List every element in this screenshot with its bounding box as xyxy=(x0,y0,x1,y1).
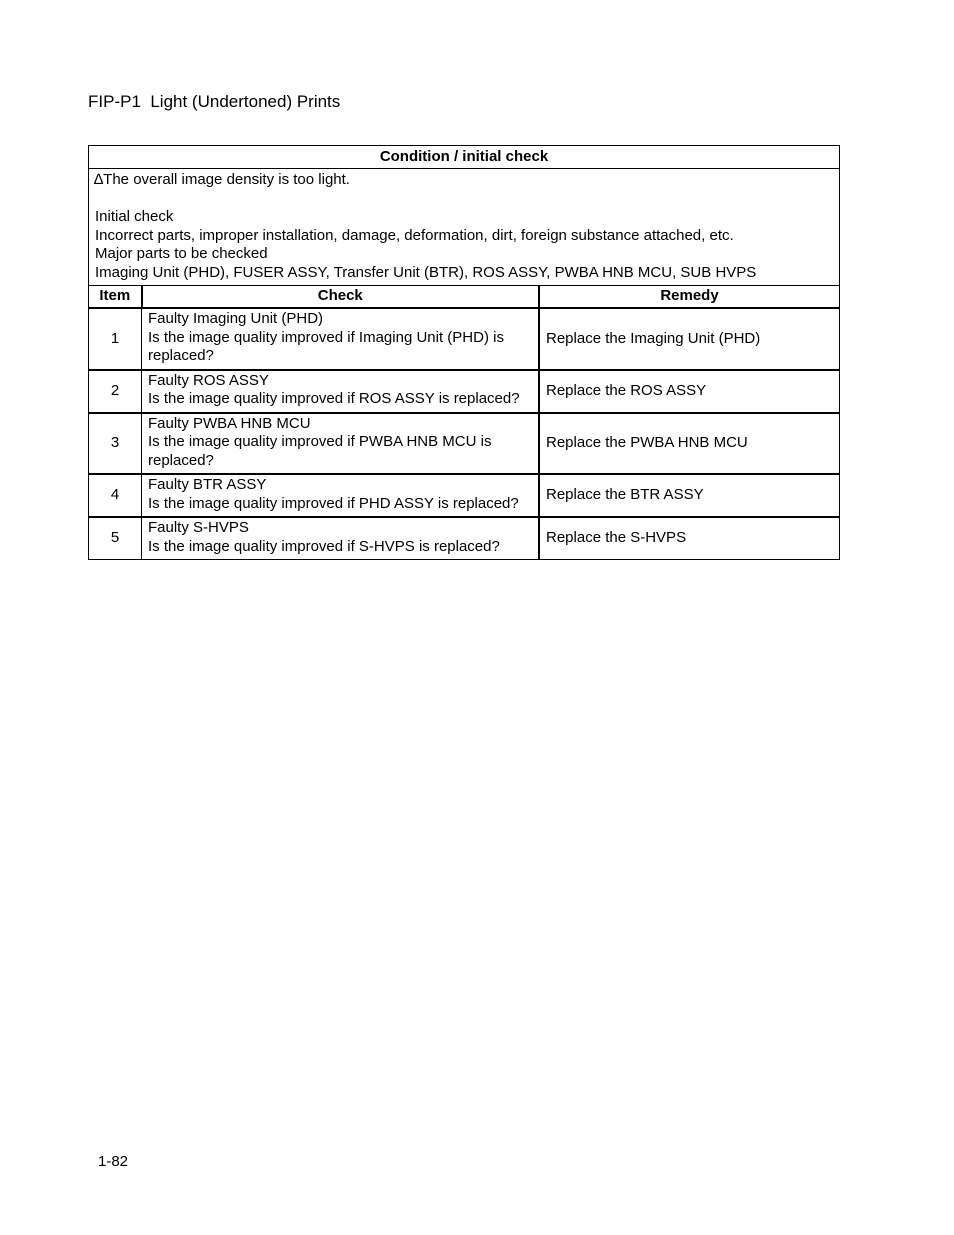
table-row xyxy=(89,474,840,517)
initial-check-label: Initial check xyxy=(95,208,174,225)
initial-check-text: Incorrect parts, improper installation, damage, deformation, dirt, foreign substance attached, etc. xyxy=(95,226,734,244)
page-number: 1-82 xyxy=(98,1153,129,1170)
page-title: FIP-P1 Light (Undertoned) Prints xyxy=(88,92,341,111)
remedy-cell: Replace the S-HVPS xyxy=(539,517,840,560)
table-row xyxy=(89,308,840,370)
condition-body xyxy=(89,169,840,286)
check-title: Faulty ROS ASSY xyxy=(148,371,269,389)
fip-table xyxy=(88,145,840,560)
check-question: Is the image quality improved if ROS ASSY is replaced? xyxy=(148,390,520,407)
check-cell xyxy=(142,413,540,475)
check-title: Faulty PWBA HNB MCU xyxy=(148,414,311,432)
table-row xyxy=(89,517,840,560)
check-column-header: Check xyxy=(142,286,540,309)
check-title: Faulty Imaging Unit (PHD) xyxy=(148,310,324,327)
condition-header-row xyxy=(89,146,840,169)
item-number: 2 xyxy=(89,370,142,413)
check-title: Faulty BTR ASSY xyxy=(148,476,267,493)
check-question: Is the image quality improved if PWBA HNB MCU is replaced? xyxy=(148,433,492,469)
condition-symptom: ∆The overall image density is too light. xyxy=(94,171,350,188)
check-question: Is the image quality improved if Imaging Unit (PHD) is replaced? xyxy=(148,328,504,364)
table-row xyxy=(89,370,840,413)
remedy-cell: Replace the Imaging Unit (PHD) xyxy=(539,308,840,370)
check-title: Faulty S-HVPS xyxy=(148,519,249,536)
item-number: 1 xyxy=(89,308,142,370)
check-cell xyxy=(142,370,540,413)
major-parts-label: Major parts to be checked xyxy=(95,245,268,262)
item-number: 5 xyxy=(89,517,142,560)
check-cell xyxy=(142,474,540,517)
condition-header: Condition / initial check xyxy=(89,146,840,169)
check-question: Is the image quality improved if S-HVPS is replaced? xyxy=(148,537,500,555)
condition-body-row xyxy=(89,169,840,286)
check-question: Is the image quality improved if PHD ASSY is replaced? xyxy=(148,494,519,512)
column-header-row xyxy=(89,286,840,309)
major-parts-text: Imaging Unit (PHD), FUSER ASSY, Transfer Unit (BTR), ROS ASSY, PWBA HNB MCU, SUB HVPS xyxy=(95,263,757,281)
remedy-column-header: Remedy xyxy=(539,286,840,309)
check-cell xyxy=(142,308,540,370)
item-column-header: Item xyxy=(89,286,142,309)
item-number: 3 xyxy=(89,413,142,475)
item-number: 4 xyxy=(89,474,142,517)
remedy-cell: Replace the PWBA HNB MCU xyxy=(539,413,840,475)
table-row xyxy=(89,413,840,475)
remedy-cell: Replace the BTR ASSY xyxy=(539,474,840,517)
check-cell xyxy=(142,517,540,560)
remedy-cell: Replace the ROS ASSY xyxy=(539,370,840,413)
condition-blank-line xyxy=(95,190,833,209)
